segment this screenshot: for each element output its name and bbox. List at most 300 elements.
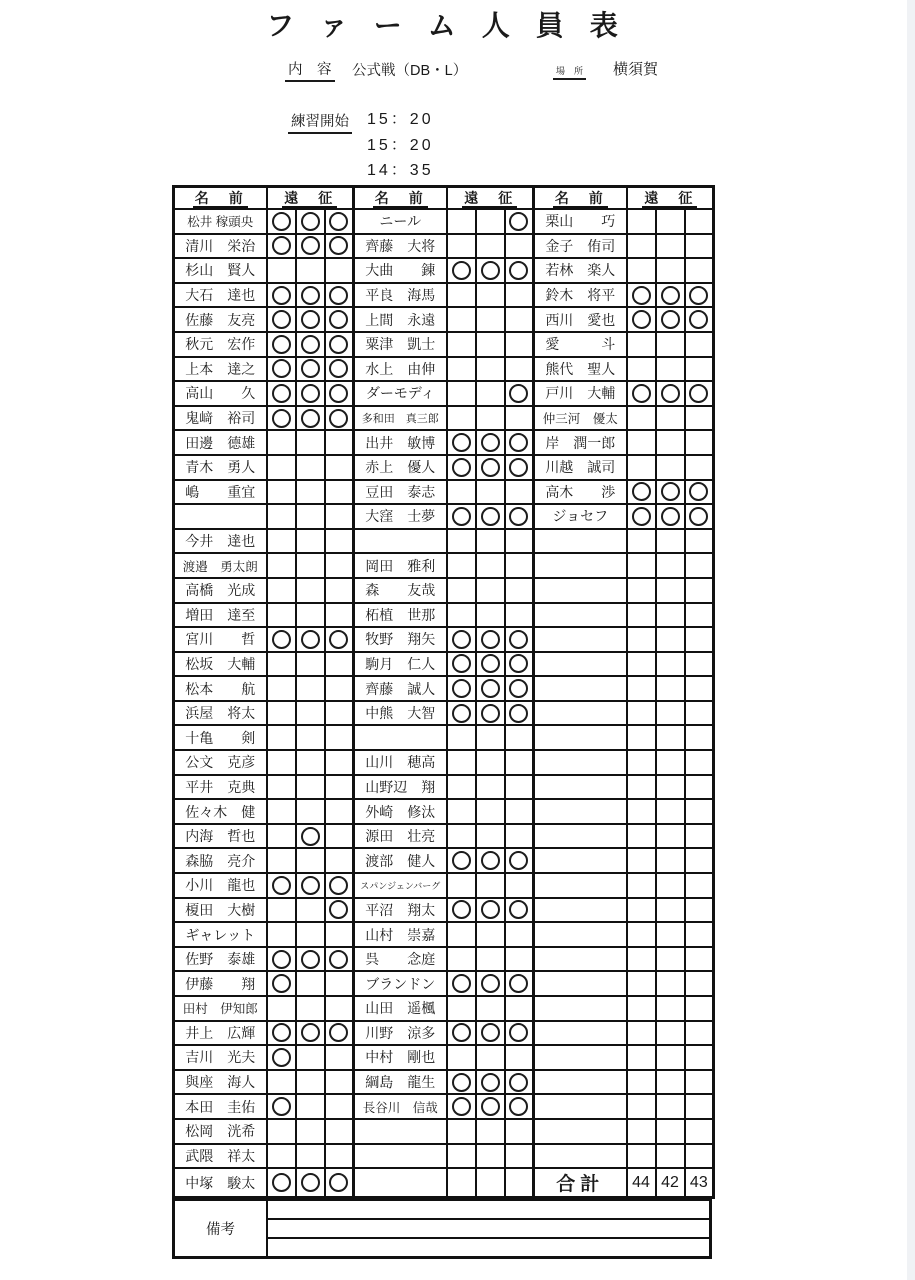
- expedition-cell: [476, 357, 505, 382]
- expedition-cell: [267, 603, 296, 628]
- circle-mark: [661, 286, 680, 305]
- expedition-cell: [656, 652, 685, 677]
- expedition-cell: [656, 1144, 685, 1169]
- expedition-cell: [267, 1021, 296, 1046]
- roster-row: [174, 430, 714, 455]
- player-name-cell: 上間 永遠: [354, 307, 447, 332]
- expedition-cell: [476, 283, 505, 308]
- roster-row: [174, 1168, 714, 1198]
- expedition-cell: [627, 922, 656, 947]
- expedition-cell: [296, 258, 325, 283]
- expedition-cell: [296, 381, 325, 406]
- expedition-cell: [325, 283, 354, 308]
- expedition-cell: [325, 258, 354, 283]
- roster-row: [174, 455, 714, 480]
- expedition-cell: [325, 307, 354, 332]
- roster-row: [174, 553, 714, 578]
- circle-mark: [452, 1097, 471, 1116]
- player-name-cell: [534, 627, 627, 652]
- player-name-cell: [534, 578, 627, 603]
- expedition-cell: [296, 1070, 325, 1095]
- player-name-cell: 松本 航: [174, 676, 267, 701]
- player-name-cell: 山田 遥楓: [354, 996, 447, 1021]
- roster-row: [174, 996, 714, 1021]
- expedition-cell: [685, 1094, 714, 1119]
- expedition-cell: [325, 455, 354, 480]
- player-name-cell: 出井 敏博: [354, 430, 447, 455]
- player-name-cell: ニール: [354, 209, 447, 234]
- circle-mark: [329, 409, 348, 428]
- expedition-cell: [325, 603, 354, 628]
- circle-mark: [481, 433, 500, 452]
- expedition-cell: [447, 676, 476, 701]
- circle-mark: [329, 286, 348, 305]
- expedition-cell: [296, 307, 325, 332]
- player-name-cell: 佐々木 健: [174, 799, 267, 824]
- player-name-cell: 山川 穂高: [354, 750, 447, 775]
- expedition-cell: [505, 455, 534, 480]
- circle-mark: [509, 1097, 528, 1116]
- expedition-cell: [267, 1119, 296, 1144]
- expedition-cell: [325, 1070, 354, 1095]
- expedition-cell: [685, 553, 714, 578]
- expedition-cell: [476, 725, 505, 750]
- player-name-cell: 多和田 真三郎: [354, 406, 447, 431]
- expedition-cell: [685, 898, 714, 923]
- expedition-cell: [296, 750, 325, 775]
- roster-row: [174, 504, 714, 529]
- expedition-cell: [447, 209, 476, 234]
- scrollbar-strip[interactable]: [907, 0, 915, 1280]
- expedition-cell: [325, 406, 354, 431]
- expedition-cell: [267, 578, 296, 603]
- circle-mark: [509, 679, 528, 698]
- player-name-cell: 源田 壮亮: [354, 824, 447, 849]
- expedition-cell: [296, 1119, 325, 1144]
- circle-mark: [632, 507, 651, 526]
- expedition-cell: [325, 504, 354, 529]
- content-label: 内 容: [285, 58, 335, 82]
- expedition-cell: [627, 578, 656, 603]
- expedition-cell: [267, 332, 296, 357]
- expedition-cell: [296, 1045, 325, 1070]
- expedition-cell: [296, 480, 325, 505]
- circle-mark: [509, 704, 528, 723]
- circle-mark: [481, 507, 500, 526]
- expedition-cell: [447, 971, 476, 996]
- roster-row: [174, 848, 714, 873]
- expedition-cell: [656, 455, 685, 480]
- expedition-cell: [325, 480, 354, 505]
- circle-mark: [329, 950, 348, 969]
- player-name-cell: [534, 750, 627, 775]
- expedition-cell: [627, 455, 656, 480]
- circle-mark: [481, 654, 500, 673]
- player-name-cell: [354, 725, 447, 750]
- expedition-cell: [505, 381, 534, 406]
- expedition-cell: [505, 430, 534, 455]
- circle-mark: [452, 1023, 471, 1042]
- expedition-cell: [656, 578, 685, 603]
- expedition-cell: [296, 775, 325, 800]
- player-name-cell: [534, 873, 627, 898]
- expedition-cell: [656, 357, 685, 382]
- roster-row: [174, 381, 714, 406]
- expedition-cell: [325, 1119, 354, 1144]
- roster-row: [174, 480, 714, 505]
- circle-mark: [452, 507, 471, 526]
- roster-row: [174, 406, 714, 431]
- expedition-cell: [267, 430, 296, 455]
- expedition-cell: [627, 996, 656, 1021]
- player-name-cell: 山村 崇嘉: [354, 922, 447, 947]
- player-name-cell: 渡邉 勇太朗: [174, 553, 267, 578]
- expedition-cell: [325, 1094, 354, 1119]
- expedition-cell: [325, 357, 354, 382]
- roster-row: [174, 234, 714, 259]
- circle-mark: [329, 1023, 348, 1042]
- player-name-cell: 松井 稼頭央: [174, 209, 267, 234]
- expedition-cell: [627, 676, 656, 701]
- player-name-cell: [354, 1168, 447, 1198]
- expedition-cell: [267, 971, 296, 996]
- player-name-cell: ギャレット: [174, 922, 267, 947]
- expedition-cell: [656, 1070, 685, 1095]
- circle-mark: [452, 900, 471, 919]
- expedition-cell: [296, 848, 325, 873]
- circle-mark: [509, 630, 528, 649]
- player-name-cell: 高山 久: [174, 381, 267, 406]
- expedition-cell: [627, 307, 656, 332]
- circle-mark: [452, 1073, 471, 1092]
- expedition-cell: [476, 1021, 505, 1046]
- circle-mark: [509, 654, 528, 673]
- expedition-cell: [505, 209, 534, 234]
- expedition-cell: [627, 1144, 656, 1169]
- player-name-cell: 高橋 光成: [174, 578, 267, 603]
- expedition-cell: [296, 603, 325, 628]
- expedition-cell: [505, 553, 534, 578]
- expedition-header: 遠 征: [447, 187, 534, 210]
- expedition-cell: [656, 504, 685, 529]
- player-name-cell: [534, 799, 627, 824]
- player-name-cell: 岸 潤一郎: [534, 430, 627, 455]
- expedition-cell: [656, 1045, 685, 1070]
- expedition-cell: [505, 1070, 534, 1095]
- circle-mark: [632, 384, 651, 403]
- expedition-cell: [476, 1045, 505, 1070]
- circle-mark: [452, 679, 471, 698]
- expedition-cell: [505, 234, 534, 259]
- circle-mark: [481, 679, 500, 698]
- total-value-1: 44: [627, 1168, 656, 1198]
- player-name-cell: スパンジェンバーグ: [354, 873, 447, 898]
- expedition-cell: [476, 947, 505, 972]
- expedition-cell: [685, 799, 714, 824]
- roster-row: [174, 775, 714, 800]
- expedition-cell: [296, 652, 325, 677]
- player-name-cell: 牧野 翔矢: [354, 627, 447, 652]
- expedition-cell: [296, 627, 325, 652]
- expedition-cell: [447, 652, 476, 677]
- remarks-line: [268, 1239, 709, 1256]
- circle-mark: [329, 310, 348, 329]
- expedition-cell: [627, 947, 656, 972]
- expedition-cell: [267, 947, 296, 972]
- expedition-cell: [505, 1094, 534, 1119]
- expedition-cell: [656, 406, 685, 431]
- expedition-cell: [505, 996, 534, 1021]
- expedition-cell: [627, 209, 656, 234]
- expedition-cell: [325, 430, 354, 455]
- expedition-cell: [476, 627, 505, 652]
- expedition-cell: [267, 922, 296, 947]
- circle-mark: [329, 630, 348, 649]
- roster-table: [172, 185, 715, 1199]
- roster-row: [174, 1045, 714, 1070]
- circle-mark: [272, 384, 291, 403]
- player-name-cell: ジョセフ: [534, 504, 627, 529]
- circle-mark: [301, 630, 320, 649]
- expedition-cell: [296, 455, 325, 480]
- expedition-cell: [325, 701, 354, 726]
- expedition-cell: [447, 603, 476, 628]
- expedition-cell: [656, 725, 685, 750]
- player-name-cell: 十亀 剣: [174, 725, 267, 750]
- expedition-cell: [267, 873, 296, 898]
- expedition-cell: [267, 1045, 296, 1070]
- expedition-cell: [656, 258, 685, 283]
- expedition-cell: [267, 258, 296, 283]
- player-name-cell: [534, 553, 627, 578]
- circle-mark: [329, 384, 348, 403]
- circle-mark: [301, 212, 320, 231]
- expedition-cell: [627, 1119, 656, 1144]
- expedition-cell: [685, 1119, 714, 1144]
- expedition-cell: [656, 676, 685, 701]
- player-name-cell: 綱島 龍生: [354, 1070, 447, 1095]
- player-name-cell: 栗山 巧: [534, 209, 627, 234]
- expedition-cell: [656, 307, 685, 332]
- roster-row: [174, 824, 714, 849]
- expedition-cell: [685, 480, 714, 505]
- circle-mark: [272, 359, 291, 378]
- circle-mark: [509, 900, 528, 919]
- expedition-cell: [447, 504, 476, 529]
- player-name-cell: 森脇 亮介: [174, 848, 267, 873]
- expedition-cell: [447, 824, 476, 849]
- expedition-cell: [476, 1119, 505, 1144]
- remarks-line: [268, 1220, 709, 1239]
- circle-mark: [689, 384, 708, 403]
- expedition-cell: [627, 971, 656, 996]
- expedition-cell: [296, 209, 325, 234]
- circle-mark: [329, 876, 348, 895]
- expedition-cell: [685, 676, 714, 701]
- player-name-cell: 松坂 大輔: [174, 652, 267, 677]
- player-name-cell: [534, 824, 627, 849]
- player-name-cell: [534, 1144, 627, 1169]
- expedition-cell: [505, 357, 534, 382]
- expedition-cell: [685, 750, 714, 775]
- place-value: 横須賀: [613, 61, 659, 78]
- expedition-cell: [627, 824, 656, 849]
- expedition-header: 遠 征: [267, 187, 354, 210]
- expedition-cell: [505, 725, 534, 750]
- expedition-cell: [656, 848, 685, 873]
- expedition-cell: [476, 455, 505, 480]
- circle-mark: [509, 433, 528, 452]
- player-name-cell: [534, 1045, 627, 1070]
- player-name-cell: 中村 剛也: [354, 1045, 447, 1070]
- player-name-cell: 豆田 泰志: [354, 480, 447, 505]
- expedition-cell: [267, 848, 296, 873]
- player-name-cell: 大曲 錬: [354, 258, 447, 283]
- expedition-cell: [476, 775, 505, 800]
- expedition-cell: [476, 529, 505, 554]
- expedition-cell: [685, 578, 714, 603]
- expedition-cell: [447, 529, 476, 554]
- expedition-cell: [447, 1070, 476, 1095]
- expedition-cell: [325, 898, 354, 923]
- player-name-cell: [534, 676, 627, 701]
- expedition-cell: [325, 971, 354, 996]
- expedition-cell: [656, 1094, 685, 1119]
- circle-mark: [689, 482, 708, 501]
- expedition-cell: [685, 922, 714, 947]
- expedition-cell: [296, 898, 325, 923]
- circle-mark: [481, 704, 500, 723]
- expedition-cell: [267, 725, 296, 750]
- expedition-cell: [476, 750, 505, 775]
- expedition-cell: [627, 725, 656, 750]
- player-name-cell: 大窪 士夢: [354, 504, 447, 529]
- expedition-cell: [267, 381, 296, 406]
- expedition-cell: [296, 799, 325, 824]
- player-name-cell: 鬼﨑 裕司: [174, 406, 267, 431]
- player-name-cell: 杉山 賢人: [174, 258, 267, 283]
- circle-mark: [661, 384, 680, 403]
- expedition-cell: [476, 332, 505, 357]
- player-name-cell: 赤上 優人: [354, 455, 447, 480]
- expedition-cell: [476, 1168, 505, 1198]
- expedition-cell: [447, 873, 476, 898]
- expedition-cell: [656, 799, 685, 824]
- player-name-cell: 渡部 健人: [354, 848, 447, 873]
- expedition-cell: [627, 775, 656, 800]
- player-name-cell: 駒月 仁人: [354, 652, 447, 677]
- circle-mark: [329, 1173, 348, 1192]
- circle-mark: [481, 900, 500, 919]
- expedition-cell: [325, 234, 354, 259]
- expedition-cell: [685, 455, 714, 480]
- player-name-cell: 上本 達之: [174, 357, 267, 382]
- expedition-cell: [267, 406, 296, 431]
- expedition-cell: [656, 234, 685, 259]
- expedition-cell: [656, 701, 685, 726]
- expedition-cell: [685, 258, 714, 283]
- expedition-cell: [476, 652, 505, 677]
- expedition-cell: [505, 406, 534, 431]
- expedition-cell: [505, 332, 534, 357]
- expedition-cell: [685, 1045, 714, 1070]
- expedition-cell: [447, 1144, 476, 1169]
- expedition-cell: [325, 799, 354, 824]
- roster-row: [174, 922, 714, 947]
- expedition-cell: [505, 480, 534, 505]
- expedition-cell: [476, 701, 505, 726]
- player-name-cell: 齊藤 誠人: [354, 676, 447, 701]
- player-name-cell: 本田 圭佑: [174, 1094, 267, 1119]
- expedition-cell: [267, 676, 296, 701]
- expedition-cell: [476, 1144, 505, 1169]
- expedition-cell: [267, 504, 296, 529]
- circle-mark: [301, 310, 320, 329]
- name-header: 名 前: [354, 187, 447, 210]
- player-name-cell: 金子 侑司: [534, 234, 627, 259]
- expedition-cell: [505, 701, 534, 726]
- player-name-cell: 鈴木 将平: [534, 283, 627, 308]
- expedition-cell: [447, 775, 476, 800]
- expedition-cell: [296, 873, 325, 898]
- expedition-cell: [685, 725, 714, 750]
- player-name-cell: 田村 伊知郎: [174, 996, 267, 1021]
- expedition-cell: [267, 1168, 296, 1198]
- expedition-cell: [685, 971, 714, 996]
- circle-mark: [452, 433, 471, 452]
- player-name-cell: [534, 1021, 627, 1046]
- circle-mark: [481, 261, 500, 280]
- circle-mark: [481, 630, 500, 649]
- circle-mark: [481, 1073, 500, 1092]
- player-name-cell: 公文 克彦: [174, 750, 267, 775]
- practice-time-3: 14：35: [367, 162, 434, 179]
- expedition-cell: [505, 1119, 534, 1144]
- player-name-cell: 水上 由伸: [354, 357, 447, 382]
- circle-mark: [272, 1173, 291, 1192]
- expedition-cell: [656, 627, 685, 652]
- expedition-cell: [476, 406, 505, 431]
- circle-mark: [509, 507, 528, 526]
- player-name-cell: 嶋 重宜: [174, 480, 267, 505]
- expedition-cell: [656, 824, 685, 849]
- circle-mark: [509, 851, 528, 870]
- expedition-cell: [627, 430, 656, 455]
- circle-mark: [452, 458, 471, 477]
- expedition-cell: [296, 357, 325, 382]
- expedition-cell: [505, 307, 534, 332]
- expedition-cell: [476, 480, 505, 505]
- roster-row: [174, 332, 714, 357]
- expedition-cell: [296, 1168, 325, 1198]
- circle-mark: [509, 974, 528, 993]
- player-name-cell: [534, 922, 627, 947]
- circle-mark: [272, 630, 291, 649]
- expedition-cell: [447, 307, 476, 332]
- roster-row: [174, 1119, 714, 1144]
- expedition-cell: [296, 701, 325, 726]
- circle-mark: [272, 310, 291, 329]
- expedition-cell: [656, 603, 685, 628]
- expedition-cell: [325, 922, 354, 947]
- expedition-cell: [476, 1094, 505, 1119]
- roster-row: [174, 1094, 714, 1119]
- expedition-cell: [476, 996, 505, 1021]
- expedition-cell: [447, 627, 476, 652]
- expedition-cell: [476, 873, 505, 898]
- expedition-cell: [505, 283, 534, 308]
- circle-mark: [661, 507, 680, 526]
